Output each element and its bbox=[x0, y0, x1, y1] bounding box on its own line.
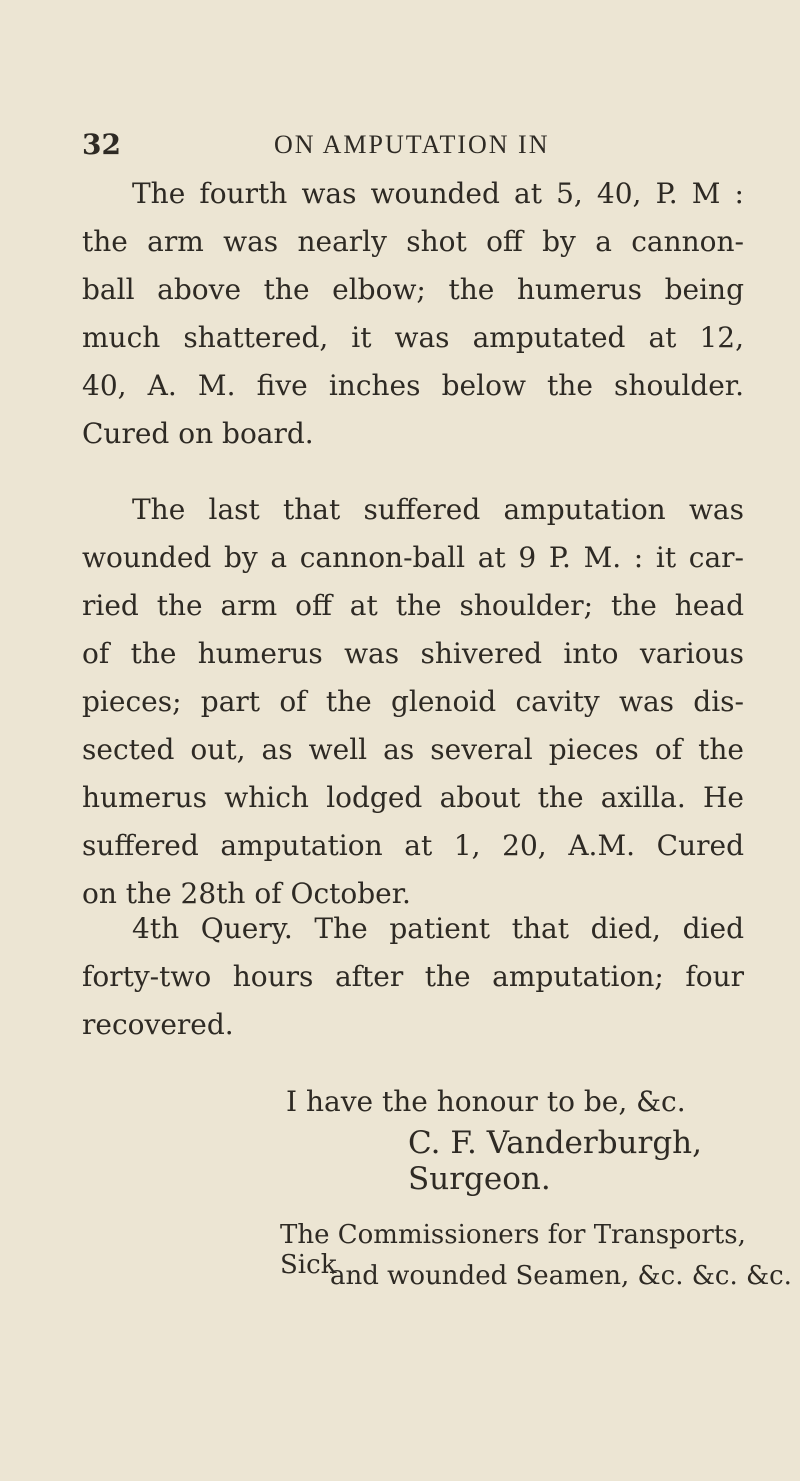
text-line: forty-two hours after the amputation; four bbox=[82, 960, 744, 993]
text-line: The last that suffered amputation was bbox=[132, 493, 744, 526]
running-head: ON AMPUTATION IN bbox=[274, 130, 550, 159]
text-line: much shattered, it was amputated at 12, bbox=[82, 321, 744, 354]
addressee-line-2: and wounded Seamen, &c. &c. &c. bbox=[330, 1261, 792, 1291]
text-line: Cured on board. bbox=[82, 417, 314, 450]
text-line: suffered amputation at 1, 20, A.M. Cured bbox=[82, 829, 744, 862]
text-line: ried the arm off at the shoulder; the head bbox=[82, 589, 744, 622]
paragraph-fourth-query bbox=[82, 905, 744, 1049]
text-line: on the 28th of October. bbox=[82, 877, 411, 910]
text-line: The fourth was wounded at 5, 40, P. M : bbox=[132, 177, 744, 210]
paragraph-last-amputation bbox=[82, 486, 744, 918]
text-line: humerus which lodged about the axilla. He bbox=[82, 781, 744, 814]
text-line: ball above the elbow; the humerus being bbox=[82, 273, 744, 306]
addressee-line-1: The Commissioners for Transports, Sick bbox=[280, 1220, 746, 1280]
page-header bbox=[82, 128, 722, 168]
text-line: 40, A. M. five inches below the shoulder. bbox=[82, 369, 744, 402]
text-line: recovered. bbox=[82, 1008, 234, 1041]
text-line: sected out, as well as several pieces of the bbox=[82, 733, 744, 766]
closing-salutation: I have the honour to be, &c. bbox=[286, 1085, 686, 1118]
page-number: 32 bbox=[82, 128, 121, 161]
text-line: of the humerus was shivered into various bbox=[82, 637, 744, 670]
text-line: the arm was nearly shot off by a cannon- bbox=[82, 225, 744, 258]
signature: C. F. Vanderburgh, Surgeon. bbox=[408, 1125, 703, 1197]
paragraph-fourth-wounded bbox=[82, 170, 744, 458]
text-line: wounded by a cannon-ball at 9 P. M. : it car- bbox=[82, 541, 744, 574]
text-line: 4th Query. The patient that died, died bbox=[132, 912, 744, 945]
text-line: pieces; part of the glenoid cavity was dis- bbox=[82, 685, 744, 718]
